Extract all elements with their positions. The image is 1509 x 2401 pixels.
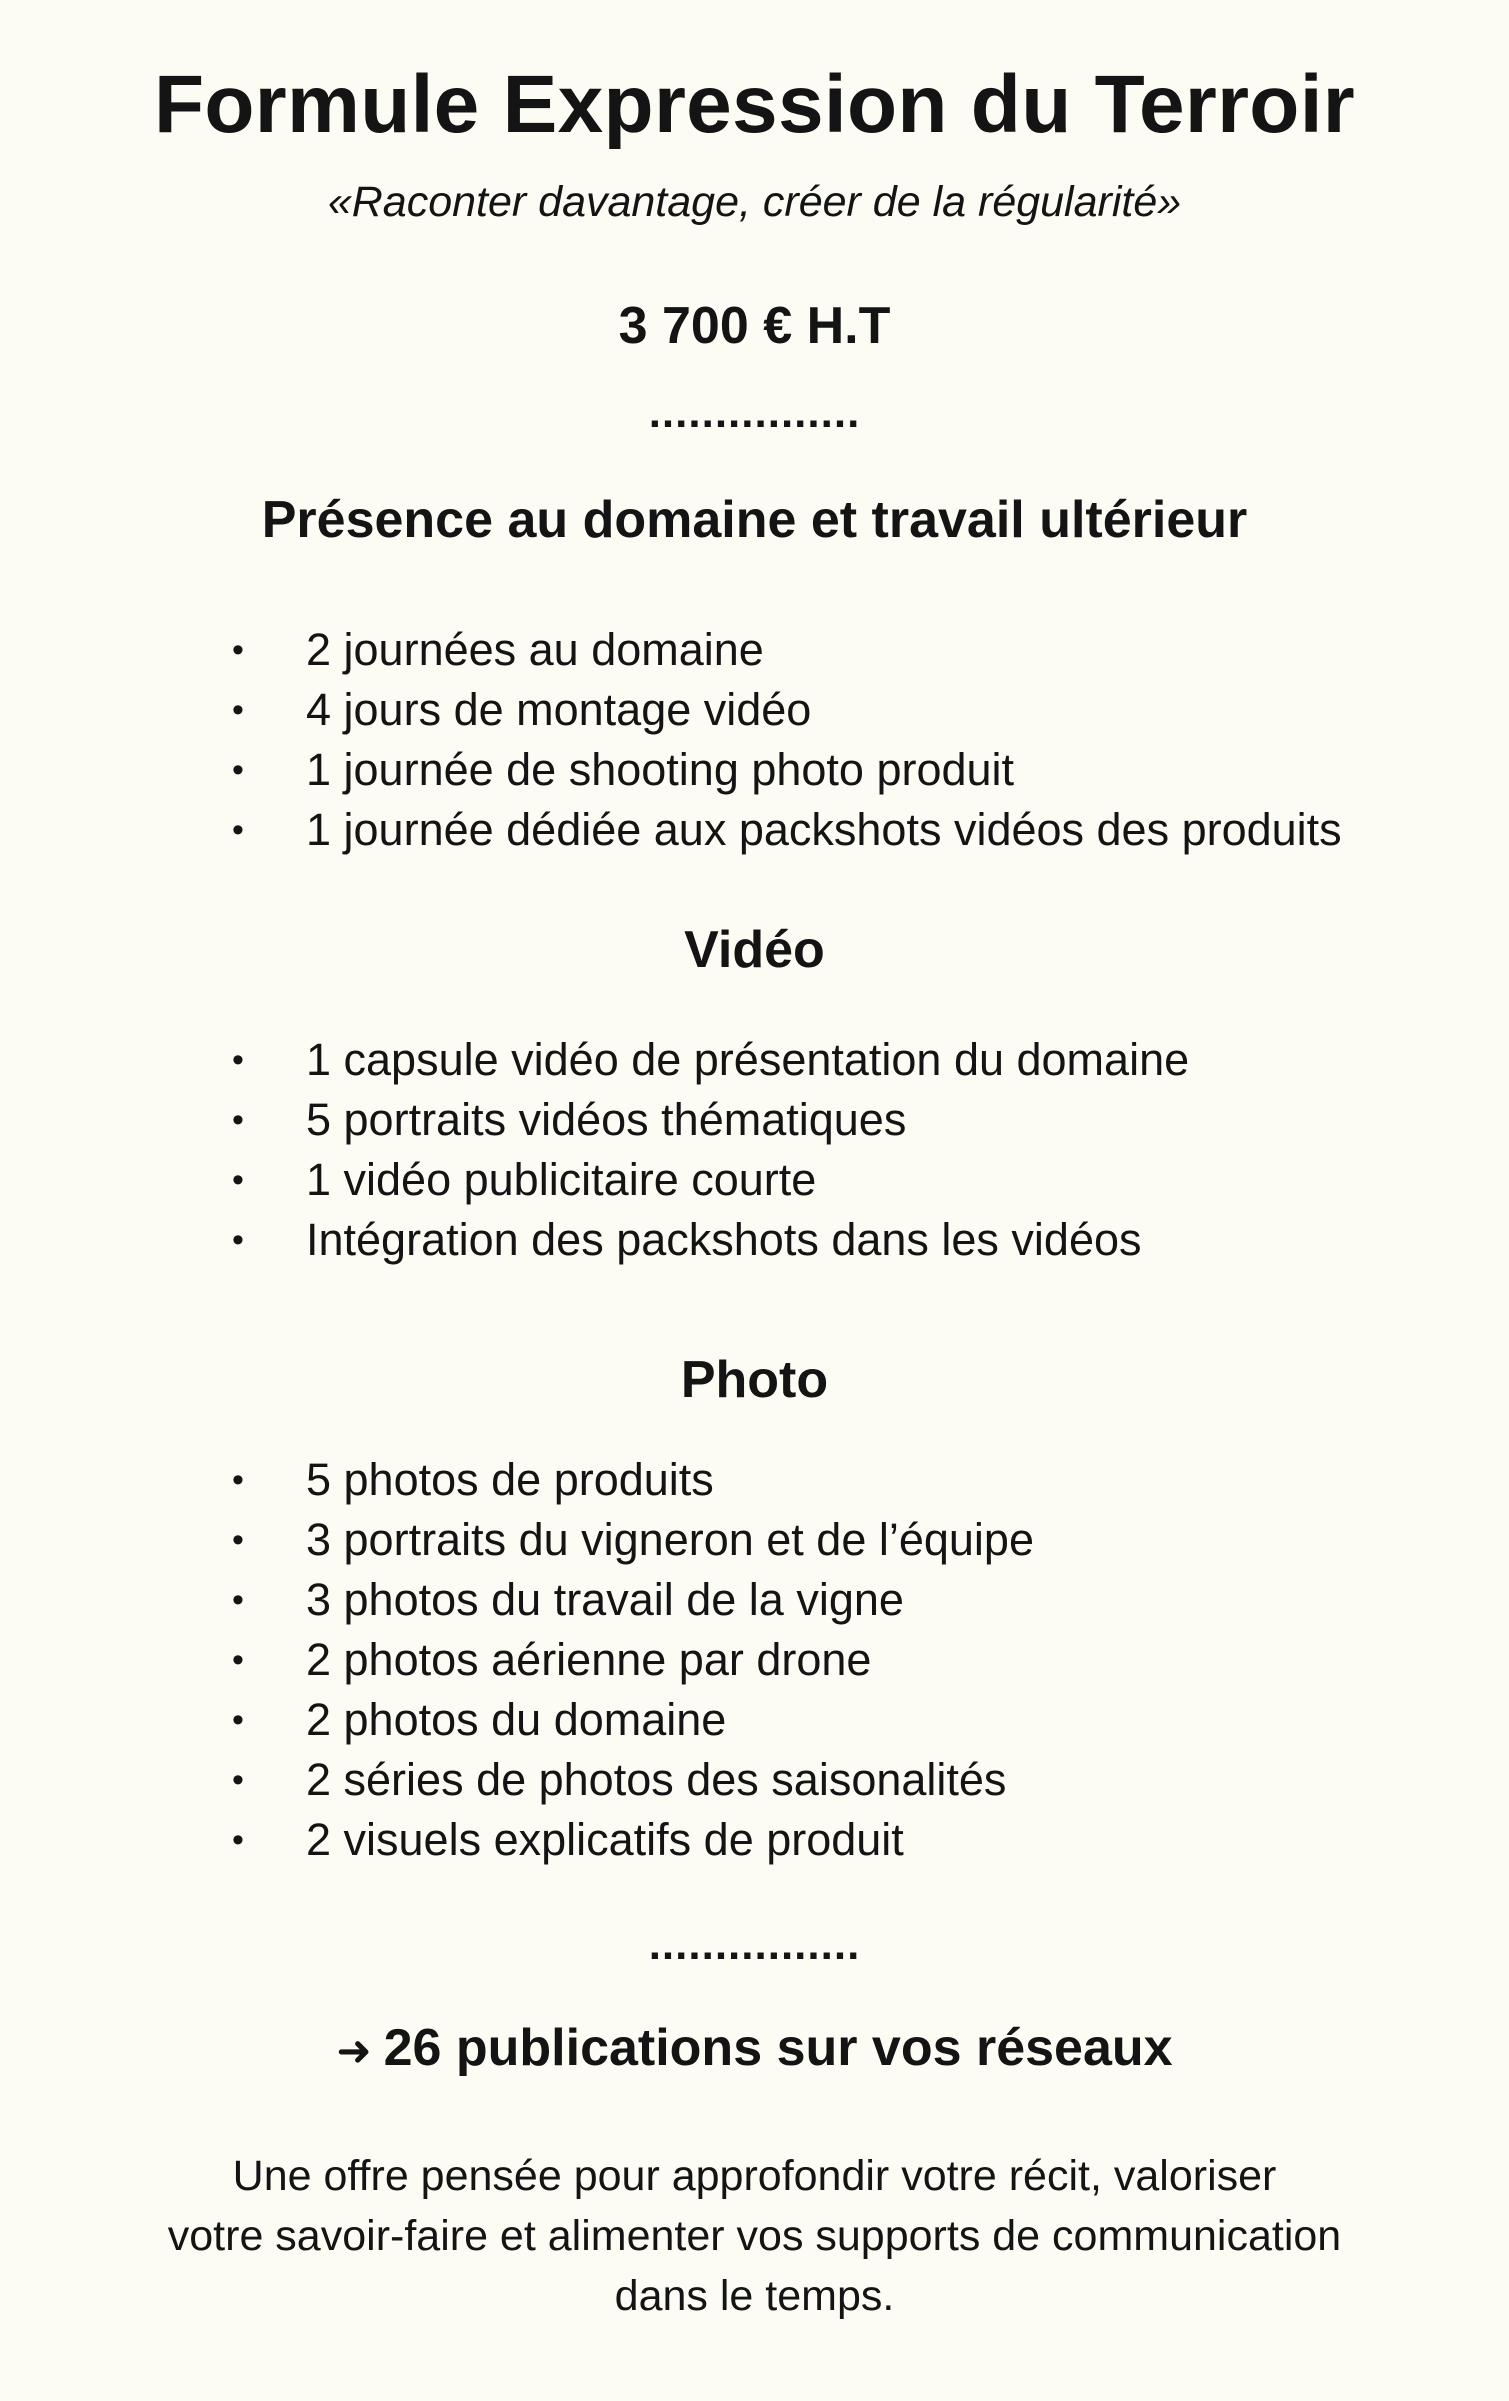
arrow-right-icon: ➜ [336,2027,372,2074]
list-item: • 1 journée de shooting photo produit [0,740,1509,800]
section-title-presence: Présence au domaine et travail ultérieur [261,491,1248,549]
list-item: • 1 capsule vidéo de présentation du domaine [0,1030,1509,1090]
list-item: • Intégration des packshots dans les vidéos [0,1210,1509,1270]
list-item: • 2 séries de photos des saisonalités [0,1750,1509,1810]
bullet-icon: • [232,1221,244,1259]
summary-line: dans le temps. [614,2272,895,2320]
separator-top: ................ [648,388,861,437]
result-text: 26 publications sur vos réseaux [383,2019,1173,2077]
bullet-icon: • [232,811,244,849]
bullet-icon: • [232,751,244,789]
section-title-video: Vidéo [684,921,825,979]
list-video [0,1030,1509,1270]
price: 3 700 € H.T [618,297,891,355]
bullet-icon: • [232,1161,244,1199]
bullet-icon: • [232,1761,244,1799]
summary-paragraph [0,2146,1509,2326]
list-item: • 5 portraits vidéos thématiques [0,1090,1509,1150]
list-item: • 1 vidéo publicitaire courte [0,1150,1509,1210]
list-item: • 3 portraits du vigneron et de l’équipe [0,1510,1509,1570]
bullet-icon: • [232,691,244,729]
summary-line: Une offre pensée pour approfondir votre récit, valoriser [232,2152,1277,2200]
list-item: • 1 journée dédiée aux packshots vidéos des produits [0,800,1509,860]
bullet-icon: • [232,1821,244,1859]
list-item: • 5 photos de produits [0,1450,1509,1510]
list-item: • 2 photos aérienne par drone [0,1630,1509,1690]
bullet-icon: • [232,1101,244,1139]
bullet-icon: • [232,1641,244,1679]
bullet-icon: • [232,1041,244,1079]
bullet-icon: • [232,1701,244,1739]
list-photo [0,1450,1509,1870]
list-item: • 3 photos du travail de la vigne [0,1570,1509,1630]
list-item: • 4 jours de montage vidéo [0,680,1509,740]
list-item: • 2 photos du domaine [0,1690,1509,1750]
summary-line: votre savoir-faire et alimenter vos supports de communication [167,2212,1342,2260]
bullet-icon: • [232,1581,244,1619]
tagline: «Raconter davantage, créer de la régularité» [327,178,1182,226]
result-line [0,2018,1509,2078]
list-item: • 2 visuels explicatifs de produit [0,1810,1509,1870]
bullet-icon: • [232,1461,244,1499]
list-item: • 2 journées au domaine [0,620,1509,680]
separator-bottom: ................ [648,1920,861,1969]
list-presence [0,620,1509,860]
section-title-photo: Photo [680,1351,829,1409]
bullet-icon: • [232,631,244,669]
page-title: Formule Expression du Terroir [154,59,1355,150]
bullet-icon: • [232,1521,244,1559]
